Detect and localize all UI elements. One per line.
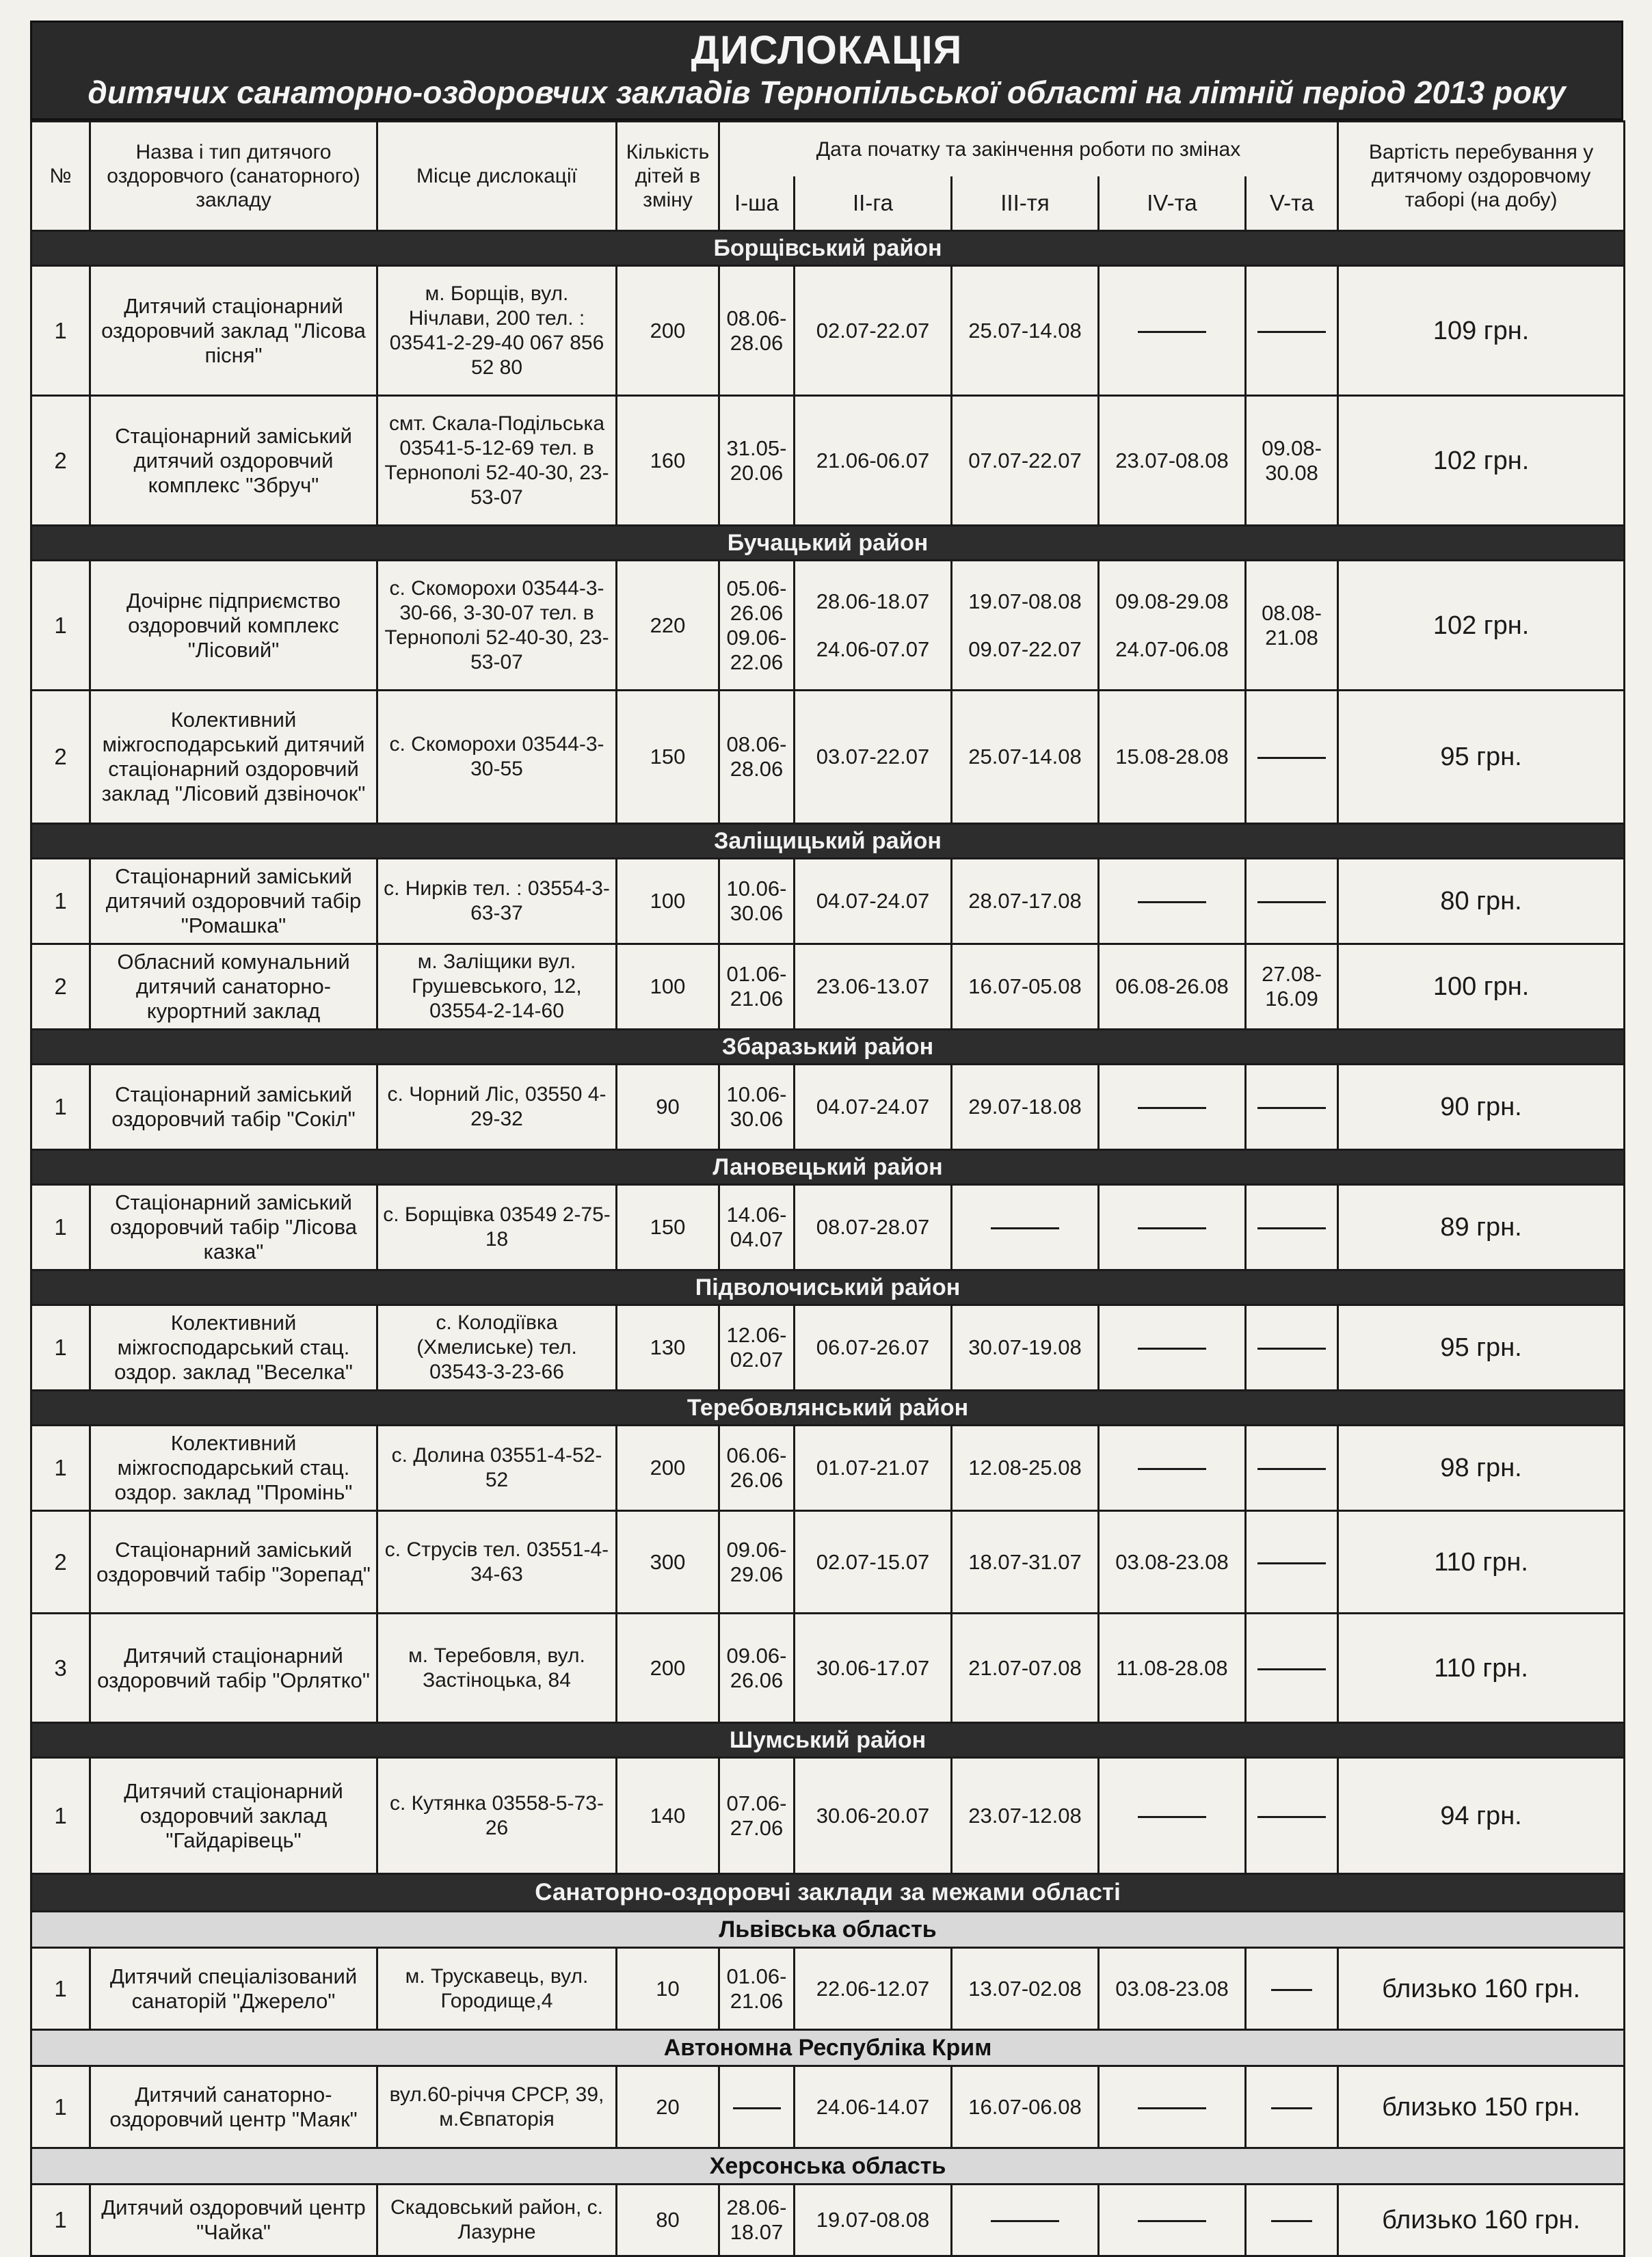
shift-3-first: 19.07-08.08 <box>968 589 1082 613</box>
shift-2-dates: 30.06-20.07 <box>795 1758 952 1874</box>
region-row <box>31 2030 1625 2066</box>
dash-mark <box>1257 1468 1326 1470</box>
district-title: Збаразький район <box>31 1030 1625 1065</box>
table-row <box>31 1305 1625 1391</box>
table-row <box>31 1185 1625 1270</box>
shift-3-dates <box>952 1185 1099 1270</box>
shift-3-second: 09.07-22.07 <box>968 637 1082 661</box>
row-num: 1 <box>31 1426 90 1511</box>
shift-4-dates <box>1099 1758 1246 1874</box>
region-title: Автономна Республіка Крим <box>31 2030 1625 2066</box>
shift-1-dates: 06.06-26.06 <box>719 1426 795 1511</box>
table-row <box>31 944 1625 1030</box>
dash-mark <box>1257 1348 1326 1350</box>
camp-location: с. Долина 03551-4-52-52 <box>377 1426 617 1511</box>
camp-name: Стаціонарний заміський дитячий оздоровчий комплекс "Збруч" <box>90 396 377 526</box>
daily-cost: 90 грн. <box>1338 1065 1625 1150</box>
dash-mark <box>1271 2107 1312 2109</box>
shift-5-dates <box>1246 691 1338 824</box>
shift-5-dates <box>1246 859 1338 944</box>
shift-2-dates: 03.07-22.07 <box>795 691 952 824</box>
camp-name: Колективний міжгосподарський стац. оздор. заклад "Промінь" <box>90 1426 377 1511</box>
shift-4-dates <box>1099 859 1246 944</box>
children-count: 10 <box>617 1948 719 2030</box>
camp-location: с. Струсів тел. 03551-4-34-63 <box>377 1511 617 1614</box>
header-shift-1: І-ша <box>719 176 795 231</box>
table-row <box>31 1065 1625 1150</box>
row-num: 2 <box>31 691 90 824</box>
row-num: 1 <box>31 561 90 691</box>
shift-1-dates: 07.06-27.06 <box>719 1758 795 1874</box>
shift-5-dates <box>1246 1758 1338 1874</box>
shift-2-dates: 04.07-24.07 <box>795 1065 952 1150</box>
camp-location: м. Трускавець, вул. Городище,4 <box>377 1948 617 2030</box>
shift-3-dates: 25.07-14.08 <box>952 266 1099 396</box>
dash-mark <box>1138 1107 1206 1109</box>
daily-cost: близько 160 грн. <box>1338 1948 1625 2030</box>
camp-location: с. Чорний Ліс, 03550 4-29-32 <box>377 1065 617 1150</box>
district-title: Підволочиський район <box>31 1270 1625 1305</box>
shift-2-dates: 06.07-26.07 <box>795 1305 952 1391</box>
camp-location: с. Колодіївка (Хмелиське) тел. 03543-3-23-66 <box>377 1305 617 1391</box>
daily-cost: 89 грн. <box>1338 1185 1625 1270</box>
shift-3-dates: 30.07-19.08 <box>952 1305 1099 1391</box>
children-count: 200 <box>617 1614 719 1723</box>
shift-5-dates <box>1246 2185 1338 2256</box>
shift-4-dates <box>1099 1426 1246 1511</box>
district-title: Заліщицький район <box>31 824 1625 859</box>
header-shift-4: ІV-та <box>1099 176 1246 231</box>
shift-4-second: 24.07-06.08 <box>1115 637 1229 661</box>
camp-location: вул.60-річчя СРСР, 39, м.Євпаторія <box>377 2066 617 2148</box>
document-subtitle: дитячих санаторно-оздоровчих закладів Тернопільської області на літній період 2013 року <box>88 75 1566 110</box>
dash-mark <box>733 2107 781 2109</box>
dash-mark <box>1138 1816 1206 1818</box>
shift-4-dates <box>1099 1065 1246 1150</box>
table-row <box>31 2185 1625 2256</box>
header-shift-5: V-та <box>1246 176 1338 231</box>
daily-cost: близько 160 грн. <box>1338 2185 1625 2256</box>
camps-table <box>30 120 1625 2257</box>
district-row <box>31 1150 1625 1185</box>
dash-mark <box>1138 1468 1206 1470</box>
dash-mark <box>1257 1107 1326 1109</box>
shift-3-dates: 25.07-14.08 <box>952 691 1099 824</box>
district-row <box>31 1391 1625 1426</box>
shift-4-dates <box>1099 266 1246 396</box>
district-title: Борщівський район <box>31 231 1625 266</box>
dash-mark <box>1138 1227 1206 1229</box>
header-dates: Дата початку та закінчення роботи по змінах <box>719 122 1338 176</box>
section-title: Санаторно-оздоровчі заклади за межами області <box>31 1874 1625 1912</box>
camp-name: Стаціонарний заміський оздоровчий табір "Зорепад" <box>90 1511 377 1614</box>
shift-5-dates <box>1246 1065 1338 1150</box>
children-count: 200 <box>617 1426 719 1511</box>
row-num: 2 <box>31 396 90 526</box>
shift-1-dates: 05.06-26.06 09.06-22.06 <box>719 561 795 691</box>
shift-5-dates: 08.08-21.08 <box>1246 561 1338 691</box>
children-count: 300 <box>617 1511 719 1614</box>
shift-5-dates: 27.08-16.09 <box>1246 944 1338 1030</box>
region-row <box>31 1912 1625 1948</box>
table-row <box>31 859 1625 944</box>
table-row <box>31 691 1625 824</box>
district-title: Теребовлянський район <box>31 1391 1625 1426</box>
document-title: ДИСЛОКАЦІЯ <box>691 28 963 72</box>
camp-name: Дитячий санаторно-оздоровчий центр "Маяк" <box>90 2066 377 2148</box>
shift-4-dates <box>1099 1305 1246 1391</box>
camp-location: м. Теребовля, вул. Застіноцька, 84 <box>377 1614 617 1723</box>
row-num: 2 <box>31 944 90 1030</box>
camp-location: Скадовський район, с. Лазурне <box>377 2185 617 2256</box>
dash-mark <box>1271 1989 1312 1991</box>
shift-2-second: 24.06-07.07 <box>816 637 930 661</box>
region-title: Львівська область <box>31 1912 1625 1948</box>
dash-mark <box>1138 2107 1206 2109</box>
shift-2-dates: 21.06-06.07 <box>795 396 952 526</box>
shift-1-dates: 09.06-26.06 <box>719 1614 795 1723</box>
camp-location: с. Скоморохи 03544-3-30-55 <box>377 691 617 824</box>
shift-3-dates: 23.07-12.08 <box>952 1758 1099 1874</box>
shift-4-dates <box>1099 561 1246 691</box>
dash-mark <box>1138 2220 1206 2222</box>
shift-3-dates: 21.07-07.08 <box>952 1614 1099 1723</box>
district-title: Шумський район <box>31 1723 1625 1758</box>
shift-2-dates: 01.07-21.07 <box>795 1426 952 1511</box>
section-row <box>31 1874 1625 1912</box>
dash-mark <box>991 1227 1059 1229</box>
shift-4-dates: 03.08-23.08 <box>1099 1511 1246 1614</box>
children-count: 160 <box>617 396 719 526</box>
shift-1-dates: 28.06-18.07 <box>719 2185 795 2256</box>
camp-name: Стаціонарний заміський дитячий оздоровчий табір "Ромашка" <box>90 859 377 944</box>
dash-mark <box>1257 757 1326 759</box>
shift-5-dates: 09.08-30.08 <box>1246 396 1338 526</box>
table-row <box>31 561 1625 691</box>
shift-2-dates: 23.06-13.07 <box>795 944 952 1030</box>
row-num: 1 <box>31 1065 90 1150</box>
children-count: 100 <box>617 859 719 944</box>
shift-4-first: 09.08-29.08 <box>1115 589 1229 613</box>
header-row <box>31 122 1625 176</box>
header-shift-3: ІІІ-тя <box>952 176 1099 231</box>
camp-name: Колективний міжгосподарський дитячий стаціонарний оздоровчий заклад "Лісовий дзвіночок" <box>90 691 377 824</box>
region-row <box>31 2148 1625 2185</box>
camp-name: Дитячий стаціонарний оздоровчий заклад "Лісова пісня" <box>90 266 377 396</box>
shift-5-dates <box>1246 1614 1338 1723</box>
camp-name: Дитячий стаціонарний оздоровчий заклад "Гайдарівець" <box>90 1758 377 1874</box>
shift-3-dates: 16.07-06.08 <box>952 2066 1099 2148</box>
dash-mark <box>1257 331 1326 333</box>
daily-cost: 110 грн. <box>1338 1614 1625 1723</box>
daily-cost: 80 грн. <box>1338 859 1625 944</box>
camp-name: Обласний комунальний дитячий санаторно-курортний заклад <box>90 944 377 1030</box>
shift-1-dates: 14.06-04.07 <box>719 1185 795 1270</box>
district-row <box>31 1030 1625 1065</box>
shift-2-dates: 24.06-14.07 <box>795 2066 952 2148</box>
camp-location: с. Скоморохи 03544-3-30-66, 3-30-07 тел. в Тернополі 52-40-30, 23-53-07 <box>377 561 617 691</box>
table-row <box>31 1426 1625 1511</box>
row-num: 1 <box>31 1948 90 2030</box>
shift-3-dates <box>952 2185 1099 2256</box>
shift-4-dates <box>1099 2185 1246 2256</box>
shift-4-dates: 11.08-28.08 <box>1099 1614 1246 1723</box>
shift-2-dates: 30.06-17.07 <box>795 1614 952 1723</box>
shift-4-dates <box>1099 1185 1246 1270</box>
camp-location: с. Нирків тел. : 03554-3-63-37 <box>377 859 617 944</box>
shift-5-dates <box>1246 2066 1338 2148</box>
shift-5-dates <box>1246 1948 1338 2030</box>
camp-name: Дитячий оздоровчий центр "Чайка" <box>90 2185 377 2256</box>
shift-1-dates: 09.06-29.06 <box>719 1511 795 1614</box>
district-row <box>31 1270 1625 1305</box>
shift-1-dates: 08.06-28.06 <box>719 266 795 396</box>
camp-location: с. Кутянка 03558-5-73-26 <box>377 1758 617 1874</box>
row-num: 1 <box>31 1305 90 1391</box>
shift-1-dates: 10.06-30.06 <box>719 1065 795 1150</box>
shift-4-dates: 03.08-23.08 <box>1099 1948 1246 2030</box>
camp-name: Стаціонарний заміський оздоровчий табір "Сокіл" <box>90 1065 377 1150</box>
shift-2-dates: 08.07-28.07 <box>795 1185 952 1270</box>
camp-name: Колективний міжгосподарський стац. оздор. заклад "Веселка" <box>90 1305 377 1391</box>
table-row <box>31 2066 1625 2148</box>
shift-2-dates: 22.06-12.07 <box>795 1948 952 2030</box>
district-title: Лановецький район <box>31 1150 1625 1185</box>
header-shift-2: ІІ-га <box>795 176 952 231</box>
daily-cost: 95 грн. <box>1338 1305 1625 1391</box>
shift-4-dates <box>1099 2066 1246 2148</box>
daily-cost: близько 150 грн. <box>1338 2066 1625 2148</box>
camp-name: Дочірнє підприємство оздоровчий комплекс "Лісовий" <box>90 561 377 691</box>
table-row <box>31 1614 1625 1723</box>
dash-mark <box>1257 1562 1326 1564</box>
daily-cost: 94 грн. <box>1338 1758 1625 1874</box>
document-page <box>30 21 1623 2257</box>
shift-3-dates: 07.07-22.07 <box>952 396 1099 526</box>
dash-mark <box>1138 331 1206 333</box>
header-num: № <box>31 122 90 231</box>
camp-location: с. Борщівка 03549 2-75-18 <box>377 1185 617 1270</box>
region-title: Херсонська область <box>31 2148 1625 2185</box>
table-row <box>31 1948 1625 2030</box>
row-num: 1 <box>31 859 90 944</box>
shift-1-dates: 01.06-21.06 <box>719 1948 795 2030</box>
shift-3-dates: 13.07-02.08 <box>952 1948 1099 2030</box>
shift-3-dates: 12.08-25.08 <box>952 1426 1099 1511</box>
district-row <box>31 824 1625 859</box>
dash-mark <box>1138 901 1206 903</box>
row-num: 1 <box>31 1185 90 1270</box>
district-row <box>31 1723 1625 1758</box>
shift-2-dates <box>795 561 952 691</box>
children-count: 150 <box>617 1185 719 1270</box>
shift-5-dates <box>1246 1426 1338 1511</box>
camp-location: м. Борщів, вул. Нічлави, 200 тел. : 03541-2-29-40 067 856 52 80 <box>377 266 617 396</box>
camp-location: смт. Скала-Подільська 03541-5-12-69 тел. в Тернополі 52-40-30, 23-53-07 <box>377 396 617 526</box>
shift-2-dates: 02.07-15.07 <box>795 1511 952 1614</box>
row-num: 1 <box>31 2185 90 2256</box>
dash-mark <box>1138 1348 1206 1350</box>
daily-cost: 102 грн. <box>1338 561 1625 691</box>
shift-1-dates: 12.06-02.07 <box>719 1305 795 1391</box>
title-banner <box>30 21 1623 120</box>
shift-1-dates: 10.06-30.06 <box>719 859 795 944</box>
children-count: 150 <box>617 691 719 824</box>
header-cost: Вартість перебування у дитячому оздоровчому таборі (на добу) <box>1338 122 1625 231</box>
shift-4-dates: 15.08-28.08 <box>1099 691 1246 824</box>
children-count: 130 <box>617 1305 719 1391</box>
shift-1-dates: 31.05-20.06 <box>719 396 795 526</box>
dash-mark <box>1257 1227 1326 1229</box>
dash-mark <box>1257 901 1326 903</box>
shift-3-dates: 18.07-31.07 <box>952 1511 1099 1614</box>
district-row <box>31 526 1625 561</box>
table-row <box>31 1758 1625 1874</box>
daily-cost: 109 грн. <box>1338 266 1625 396</box>
shift-3-dates: 29.07-18.08 <box>952 1065 1099 1150</box>
children-count: 220 <box>617 561 719 691</box>
table-row <box>31 1511 1625 1614</box>
shift-5-dates <box>1246 1511 1338 1614</box>
camp-name: Дитячий стаціонарний оздоровчий табір "Орлятко" <box>90 1614 377 1723</box>
dash-mark <box>1257 1668 1326 1670</box>
shift-1-dates <box>719 2066 795 2148</box>
shift-5-dates <box>1246 266 1338 396</box>
shift-5-dates <box>1246 1305 1338 1391</box>
district-row <box>31 231 1625 266</box>
district-title: Бучацький район <box>31 526 1625 561</box>
shift-5-dates <box>1246 1185 1338 1270</box>
camp-name: Стаціонарний заміський оздоровчий табір "Лісова казка" <box>90 1185 377 1270</box>
shift-3-dates <box>952 561 1099 691</box>
daily-cost: 100 грн. <box>1338 944 1625 1030</box>
daily-cost: 110 грн. <box>1338 1511 1625 1614</box>
children-count: 200 <box>617 266 719 396</box>
shift-3-dates: 16.07-05.08 <box>952 944 1099 1030</box>
row-num: 1 <box>31 2066 90 2148</box>
shift-1-dates: 08.06-28.06 <box>719 691 795 824</box>
children-count: 20 <box>617 2066 719 2148</box>
children-count: 140 <box>617 1758 719 1874</box>
row-num: 3 <box>31 1614 90 1723</box>
shift-4-dates: 06.08-26.08 <box>1099 944 1246 1030</box>
shift-2-dates: 19.07-08.08 <box>795 2185 952 2256</box>
table-row <box>31 396 1625 526</box>
camp-location: м. Заліщики вул. Грушевського, 12, 03554-2-14-60 <box>377 944 617 1030</box>
dash-mark <box>1257 1816 1326 1818</box>
header-count: Кількість дітей в зміну <box>617 122 719 231</box>
daily-cost: 102 грн. <box>1338 396 1625 526</box>
header-name: Назва і тип дитячого оздоровчого (санаторного) закладу <box>90 122 377 231</box>
children-count: 80 <box>617 2185 719 2256</box>
camp-name: Дитячий спеціалізований санаторій "Джерело" <box>90 1948 377 2030</box>
shift-4-dates: 23.07-08.08 <box>1099 396 1246 526</box>
shift-1-dates: 01.06-21.06 <box>719 944 795 1030</box>
daily-cost: 95 грн. <box>1338 691 1625 824</box>
children-count: 90 <box>617 1065 719 1150</box>
header-place: Місце дислокації <box>377 122 617 231</box>
row-num: 2 <box>31 1511 90 1614</box>
children-count: 100 <box>617 944 719 1030</box>
row-num: 1 <box>31 266 90 396</box>
dash-mark <box>991 2220 1059 2222</box>
row-num: 1 <box>31 1758 90 1874</box>
table-row <box>31 266 1625 396</box>
shift-3-dates: 28.07-17.08 <box>952 859 1099 944</box>
daily-cost: 98 грн. <box>1338 1426 1625 1511</box>
shift-2-dates: 02.07-22.07 <box>795 266 952 396</box>
shift-2-first: 28.06-18.07 <box>816 589 930 613</box>
shift-2-dates: 04.07-24.07 <box>795 859 952 944</box>
dash-mark <box>1271 2220 1312 2222</box>
